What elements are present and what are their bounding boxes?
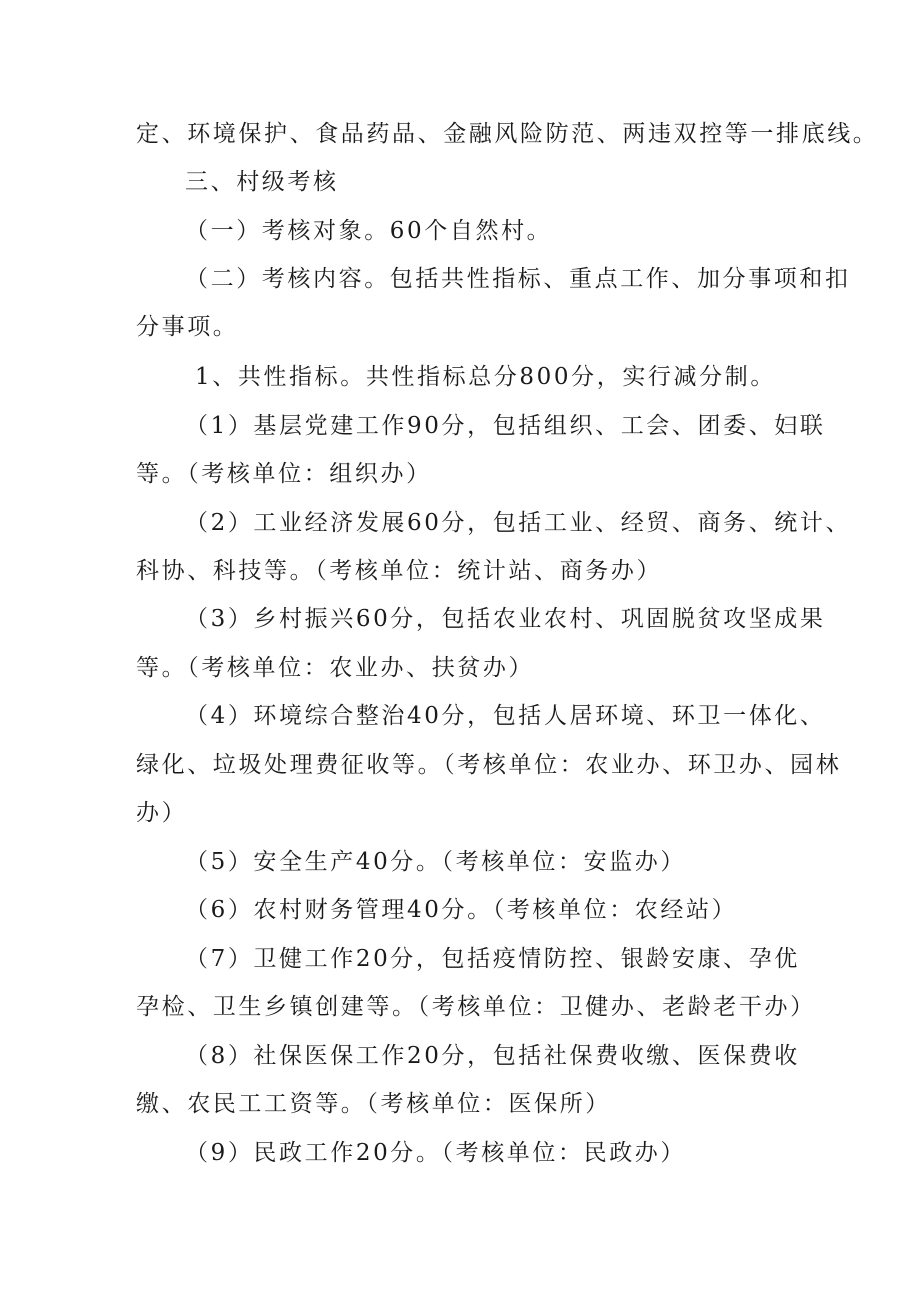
text-line: 1、共性指标。共性指标总分800分，实行减分制。 (195, 364, 776, 390)
text-line: 等。（考核单位：农业办、扶贫办） (136, 655, 535, 681)
text-line: 孕检、卫生乡镇创建等。（考核单位：卫健办、老龄老干办） (136, 994, 816, 1020)
text-line: （1）基层党建工作90分，包括组织、工会、团委、妇联 (185, 413, 826, 439)
text-line: （9）民政工作20分。（考核单位：民政办） (185, 1140, 686, 1166)
text-line: 定、环境保护、食品药品、金融风险防范、两违双控等一排底线。 (136, 121, 879, 147)
section-heading: 三、村级考核 (185, 169, 339, 195)
text-line: （二）考核内容。包括共性指标、重点工作、加分事项和扣 (185, 266, 851, 292)
text-line: （3）乡村振兴60分，包括农业农村、巩固脱贫攻坚成果 (185, 606, 826, 632)
text-line: 缴、农民工工资等。（考核单位：医保所） (136, 1091, 611, 1117)
text-line: （2）工业经济发展60分，包括工业、经贸、商务、统计、 (185, 510, 852, 536)
text-line: 分事项。 (136, 314, 239, 340)
text-line: 等。（考核单位：组织办） (136, 461, 432, 487)
text-line: （8）社保医保工作20分，包括社保费收缴、医保费收 (185, 1043, 800, 1069)
text-line: 办） (136, 800, 188, 826)
text-line: （一）考核对象。60个自然村。 (185, 218, 553, 244)
text-line: （7）卫健工作20分，包括疫情防控、银龄安康、孕优 (185, 946, 800, 972)
text-line: （5）安全生产40分。（考核单位：安监办） (185, 849, 686, 875)
text-line: （6）农村财务管理40分。（考核单位：农经站） (185, 897, 738, 923)
text-line: 科协、科技等。（考核单位：统计站、商务办） (136, 558, 663, 584)
text-line: （4）环境综合整治40分，包括人居环境、环卫一体化、 (185, 703, 826, 729)
text-line: 绿化、垃圾处理费征收等。（考核单位：农业办、环卫办、园林 (136, 752, 842, 778)
